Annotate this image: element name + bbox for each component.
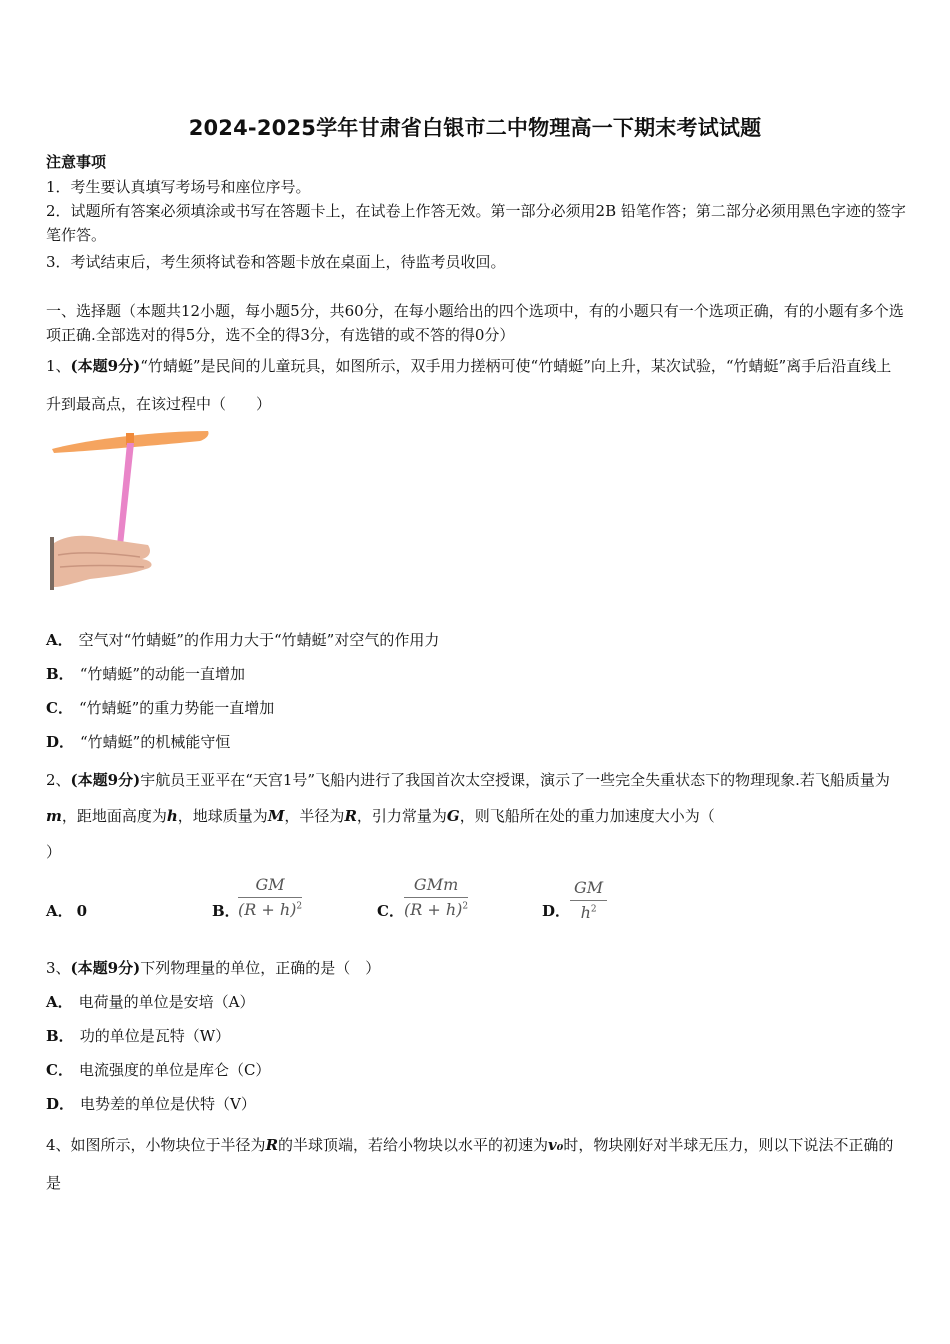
bamboo-dragonfly-image bbox=[50, 425, 212, 590]
symbol-m: m bbox=[46, 807, 62, 825]
denominator: (R + h) bbox=[404, 900, 463, 919]
question-number: 2、 bbox=[46, 771, 71, 789]
option-text: 电荷量的单位是安培（A） bbox=[78, 993, 255, 1011]
numerator: GM bbox=[574, 878, 604, 897]
option-value: 0 bbox=[76, 902, 88, 920]
q2-option-d[interactable]: D． bbox=[542, 902, 571, 920]
question-text: 时，物块刚好对半球无压力，则以下说法不正确的是 bbox=[46, 1136, 894, 1192]
option-label: C． bbox=[46, 699, 73, 717]
symbol-R: R bbox=[265, 1136, 279, 1154]
question-text: ，则飞船所在处的重力加速度大小为（ bbox=[459, 807, 715, 825]
question-text: 的半球顶端，若给小物块以水平的初速为 bbox=[278, 1136, 549, 1154]
question-score: (本题9分) bbox=[70, 357, 141, 375]
option-text: “竹蜻蜓”的重力势能一直增加 bbox=[78, 699, 275, 717]
symbol-v0: v₀ bbox=[548, 1136, 564, 1154]
q1-option-b[interactable] bbox=[46, 664, 245, 684]
question-4-stem bbox=[46, 1126, 906, 1202]
question-number: 4、 bbox=[46, 1136, 71, 1154]
option-label: A． bbox=[46, 902, 73, 920]
symbol-h: h bbox=[166, 807, 178, 825]
question-score: (本题9分) bbox=[70, 959, 141, 977]
question-text: ） bbox=[46, 843, 62, 861]
question-text: ，地球质量为 bbox=[177, 807, 268, 825]
numerator: GM bbox=[255, 875, 285, 894]
question-text: 如图所示，小物块位于半径为 bbox=[70, 1136, 266, 1154]
denominator: h bbox=[580, 903, 591, 922]
q2-option-d-formula bbox=[570, 878, 607, 922]
option-text: “竹蜻蜓”的机械能守恒 bbox=[80, 733, 231, 751]
question-text: “竹蜻蜓”是民间的儿童玩具，如图所示，双手用力搓柄可使“竹蜻蜓”向上升，某次试验，“竹蜻蜓”离手后沿直线上升到最高点，在该过程中（ ） bbox=[46, 357, 892, 413]
q1-option-d[interactable] bbox=[46, 732, 230, 752]
numerator: GMm bbox=[413, 875, 459, 894]
question-text: 宇航员王亚平在“天宫1号”飞船内进行了我国首次太空授课，演示了一些完全失重状态下的物理现象.若飞船质量为 bbox=[140, 771, 890, 789]
q2-option-a[interactable] bbox=[46, 900, 87, 921]
symbol-M: M bbox=[267, 807, 285, 825]
option-label: B． bbox=[46, 665, 74, 683]
q1-option-c[interactable] bbox=[46, 698, 274, 718]
q3-option-c[interactable] bbox=[46, 1060, 270, 1080]
q3-option-a[interactable] bbox=[46, 992, 254, 1012]
q1-option-a[interactable] bbox=[46, 630, 439, 650]
q2-option-b-formula bbox=[238, 875, 302, 919]
notice-item-2: 2．试题所有答案必须填涂或书写在答题卡上，在试卷上作答无效。第一部分必须用2B 铅笔作答；第二部分必须用黑色字迹的签字笔作答。 bbox=[46, 202, 906, 244]
page-title: 2024-2025学年甘肃省白银市二中物理高一下期末考试试题 bbox=[188, 116, 762, 140]
notice-item-3: 3．考试结束后，考生须将试卷和答题卡放在桌面上，待监考员收回。 bbox=[46, 253, 506, 271]
q2-option-b[interactable]: B． bbox=[212, 902, 240, 920]
option-text: 电流强度的单位是库仑（C） bbox=[78, 1061, 271, 1079]
option-text: “竹蜻蜓”的动能一直增加 bbox=[79, 665, 246, 683]
option-label: D． bbox=[46, 733, 75, 751]
q3-option-d[interactable] bbox=[46, 1094, 256, 1114]
option-label: A． bbox=[46, 993, 73, 1011]
notice-heading: 注意事项 bbox=[46, 153, 107, 171]
question-text: ，距地面高度为 bbox=[61, 807, 167, 825]
exponent: 2 bbox=[296, 901, 303, 912]
denominator: (R + h) bbox=[238, 900, 297, 919]
symbol-G: G bbox=[446, 807, 460, 825]
option-text: 空气对“竹蜻蜓”的作用力大于“竹蜻蜓”对空气的作用力 bbox=[78, 631, 440, 649]
option-label: B． bbox=[46, 1027, 74, 1045]
option-label: A． bbox=[46, 631, 73, 649]
question-1-stem bbox=[46, 347, 906, 423]
q3-option-b[interactable] bbox=[46, 1026, 230, 1046]
question-2-stem bbox=[46, 762, 906, 870]
q2-option-c-formula bbox=[404, 875, 468, 919]
option-text: 功的单位是瓦特（W） bbox=[79, 1027, 231, 1045]
question-number: 1、 bbox=[46, 357, 71, 375]
exponent: 2 bbox=[590, 904, 597, 915]
question-number: 3、 bbox=[46, 959, 71, 977]
question-text: ，半径为 bbox=[284, 807, 345, 825]
notice-item-1: 1．考生要认真填写考场号和座位序号。 bbox=[46, 178, 311, 196]
section-heading: 一、选择题（本题共12小题，每小题5分，共60分，在每小题给出的四个选项中，有的小题只有一个选项正确，有的小题有多个选项正确.全部选对的得5分，选不全的得3分，有选错的或不答的得0分） bbox=[46, 302, 904, 344]
symbol-R: R bbox=[344, 807, 357, 825]
question-score: (本题9分) bbox=[70, 771, 141, 789]
option-label: D． bbox=[46, 1095, 75, 1113]
q2-option-c[interactable]: C． bbox=[377, 902, 404, 920]
question-3-stem bbox=[46, 958, 380, 978]
question-text: 下列物理量的单位，正确的是（ ） bbox=[140, 959, 381, 977]
option-text: 电势差的单位是伏特（V） bbox=[80, 1095, 256, 1113]
question-text: ，引力常量为 bbox=[356, 807, 447, 825]
exponent: 2 bbox=[462, 901, 469, 912]
option-label: C． bbox=[46, 1061, 73, 1079]
